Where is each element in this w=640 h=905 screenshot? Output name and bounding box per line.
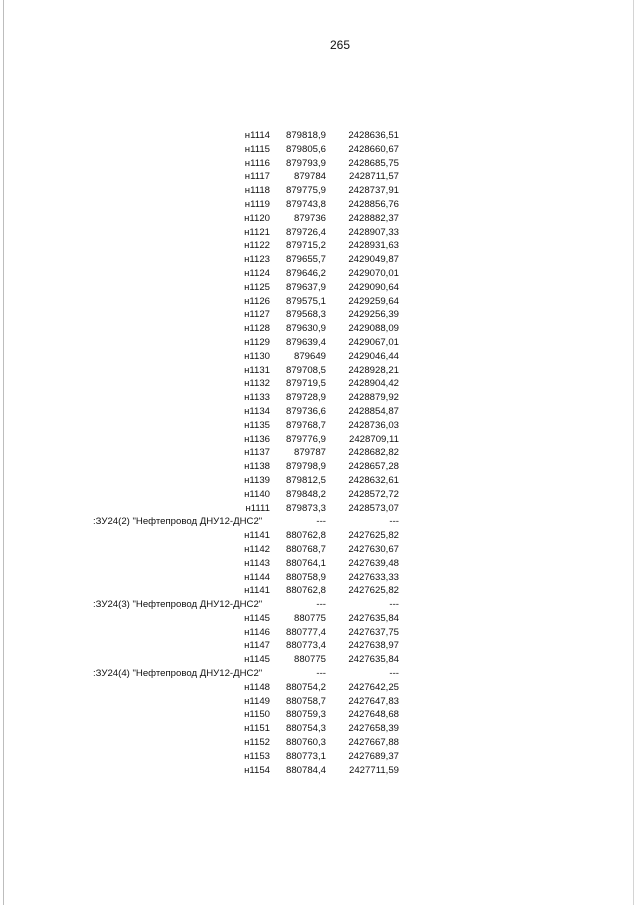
y-coordinate: 2428660,67 <box>348 143 399 155</box>
table-row <box>90 295 399 309</box>
table-row <box>90 543 399 557</box>
y-coordinate: 2427630,67 <box>348 543 399 555</box>
y-coordinate: 2428907,33 <box>348 226 399 238</box>
point-label: н1118 <box>244 185 270 197</box>
y-coordinate: 2428931,63 <box>348 240 399 252</box>
point-label: н1143 <box>244 557 270 569</box>
y-coordinate: 2428882,37 <box>348 212 399 224</box>
point-label: н1136 <box>244 433 270 445</box>
y-coordinate: 2428711,57 <box>349 171 399 183</box>
table-row <box>90 322 399 336</box>
y-coordinate: 2427658,39 <box>348 723 399 735</box>
table-row <box>90 612 399 626</box>
section-title: :ЗУ24(3) "Нефтепровод ДНУ12-ДНС2" <box>93 599 263 611</box>
y-coordinate: 2427648,68 <box>348 709 399 721</box>
point-label: н1153 <box>244 750 270 762</box>
point-label: н1147 <box>244 640 270 652</box>
point-label: н1129 <box>244 336 270 348</box>
y-coordinate: --- <box>389 516 399 528</box>
y-coordinate: 2429070,01 <box>348 267 399 279</box>
table-row <box>90 364 399 378</box>
x-coordinate: 880775 <box>293 654 326 666</box>
table-row <box>90 571 399 585</box>
table-row <box>90 377 399 391</box>
point-label: н1141 <box>244 585 270 597</box>
x-coordinate: --- <box>316 668 326 680</box>
point-label: н1149 <box>244 695 270 707</box>
point-label: н1123 <box>244 254 270 266</box>
x-coordinate: 879798,9 <box>285 461 326 473</box>
y-coordinate: 2429256,39 <box>348 309 399 321</box>
x-coordinate: 879715,2 <box>285 240 326 252</box>
table-row <box>90 722 399 736</box>
x-coordinate: 879568,3 <box>285 309 326 321</box>
x-coordinate: 879736 <box>293 212 326 224</box>
x-coordinate: 879818,9 <box>285 130 326 141</box>
point-label: н1114 <box>244 130 270 141</box>
x-coordinate: 880773,1 <box>285 750 326 762</box>
y-coordinate: 2427647,83 <box>348 695 399 707</box>
point-label: н1142 <box>244 543 270 555</box>
x-coordinate: 880784,4 <box>285 764 326 776</box>
x-coordinate: --- <box>316 599 326 611</box>
point-label: н1116 <box>244 157 270 169</box>
point-label: н1137 <box>244 447 270 459</box>
table-row <box>90 529 399 543</box>
y-coordinate: 2429088,09 <box>348 323 399 335</box>
x-coordinate: 879873,3 <box>285 502 326 514</box>
y-coordinate: 2428854,87 <box>348 405 399 417</box>
y-coordinate: 2427711,59 <box>349 764 399 776</box>
y-coordinate: 2427635,84 <box>348 612 399 624</box>
y-coordinate: --- <box>389 668 399 680</box>
point-label: н1124 <box>244 267 270 279</box>
point-label: н1127 <box>244 309 270 321</box>
x-coordinate: 879719,5 <box>285 378 326 390</box>
y-coordinate: 2428682,82 <box>348 447 399 459</box>
x-coordinate: 879812,5 <box>285 474 326 486</box>
table-row <box>90 750 399 764</box>
y-coordinate: 2428737,91 <box>348 185 399 197</box>
table-row <box>90 695 399 709</box>
point-label: н1125 <box>244 281 270 293</box>
point-label: н1119 <box>244 198 270 210</box>
x-coordinate: 879726,4 <box>285 226 326 238</box>
table-row <box>90 626 399 640</box>
table-row <box>90 488 399 502</box>
table-row <box>90 653 399 667</box>
scan-edge-left <box>3 0 4 905</box>
point-label: н1139 <box>244 474 270 486</box>
point-label: н1121 <box>244 226 270 238</box>
table-row <box>90 419 399 433</box>
table-row <box>90 184 399 198</box>
y-coordinate: 2428904,42 <box>348 378 399 390</box>
scan-edge-right <box>633 0 634 905</box>
point-label: н1128 <box>244 323 270 335</box>
x-coordinate: 879630,9 <box>285 323 326 335</box>
x-coordinate: 880762,8 <box>285 530 326 542</box>
x-coordinate: 880775 <box>293 612 326 624</box>
x-coordinate: 879776,9 <box>285 433 326 445</box>
table-row <box>90 267 399 281</box>
y-coordinate: 2428709,11 <box>349 433 399 445</box>
point-label: н1120 <box>244 212 270 224</box>
x-coordinate: 879793,9 <box>285 157 326 169</box>
x-coordinate: 879646,2 <box>285 267 326 279</box>
x-coordinate: 879848,2 <box>285 488 326 500</box>
x-coordinate: 880760,3 <box>285 737 326 749</box>
x-coordinate: 879775,9 <box>285 185 326 197</box>
y-coordinate: 2429046,44 <box>348 350 399 362</box>
y-coordinate: 2427637,75 <box>348 626 399 638</box>
x-coordinate: 880773,4 <box>285 640 326 652</box>
x-coordinate: 879743,8 <box>285 198 326 210</box>
table-row <box>90 336 399 350</box>
point-label: н1132 <box>244 378 270 390</box>
y-coordinate: 2427625,82 <box>348 585 399 597</box>
table-row <box>90 460 399 474</box>
x-coordinate: 879728,9 <box>285 392 326 404</box>
table-row <box>90 157 399 171</box>
y-coordinate: 2427639,48 <box>348 557 399 569</box>
point-label: н1141 <box>244 530 270 542</box>
section-header-row <box>90 515 399 529</box>
y-coordinate: 2427638,97 <box>348 640 399 652</box>
table-row <box>90 502 399 516</box>
y-coordinate: 2427642,25 <box>348 681 399 693</box>
point-label: н1134 <box>244 405 270 417</box>
y-coordinate: 2429259,64 <box>348 295 399 307</box>
table-row <box>90 557 399 571</box>
y-coordinate: --- <box>389 599 399 611</box>
point-label: н1130 <box>244 350 270 362</box>
y-coordinate: 2429090,64 <box>348 281 399 293</box>
y-coordinate: 2428632,61 <box>348 474 399 486</box>
x-coordinate: 880762,8 <box>285 585 326 597</box>
table-row <box>90 308 399 322</box>
y-coordinate: 2427667,88 <box>348 737 399 749</box>
y-coordinate: 2427633,33 <box>348 571 399 583</box>
point-label: н1140 <box>244 488 270 500</box>
table-row <box>90 170 399 184</box>
x-coordinate: 879768,7 <box>285 419 326 431</box>
point-label: н1150 <box>244 709 270 721</box>
y-coordinate: 2427689,37 <box>348 750 399 762</box>
point-label: н1117 <box>244 171 270 183</box>
coordinates-table <box>90 129 399 777</box>
section-title: :ЗУ24(2) "Нефтепровод ДНУ12-ДНС2" <box>93 516 263 528</box>
table-row <box>90 474 399 488</box>
x-coordinate: 879639,4 <box>285 336 326 348</box>
x-coordinate: 880758,7 <box>285 695 326 707</box>
page-number: 265 <box>329 38 351 52</box>
y-coordinate: 2428685,75 <box>348 157 399 169</box>
x-coordinate: 879637,9 <box>285 281 326 293</box>
x-coordinate: 879787 <box>293 447 326 459</box>
point-label: н1145 <box>244 654 270 666</box>
table-row <box>90 764 399 778</box>
table-row <box>90 129 399 143</box>
table-row <box>90 639 399 653</box>
table-row <box>90 391 399 405</box>
point-label: н1122 <box>244 240 270 252</box>
y-coordinate: 2428856,76 <box>348 198 399 210</box>
x-coordinate: 880768,7 <box>285 543 326 555</box>
table-row <box>90 708 399 722</box>
y-coordinate: 2429067,01 <box>348 336 399 348</box>
table-row <box>90 681 399 695</box>
table-row <box>90 239 399 253</box>
point-label: н1154 <box>244 764 270 776</box>
x-coordinate: 879784 <box>293 171 326 183</box>
point-label: н1133 <box>244 392 270 404</box>
x-coordinate: 880758,9 <box>285 571 326 583</box>
point-label: н1131 <box>244 364 270 376</box>
table-row <box>90 405 399 419</box>
point-label: н1111 <box>245 502 270 514</box>
x-coordinate: 879708,5 <box>285 364 326 376</box>
section-header-row <box>90 667 399 681</box>
point-label: н1151 <box>244 723 270 735</box>
table-row <box>90 446 399 460</box>
point-label: н1144 <box>244 571 270 583</box>
x-coordinate: 879649 <box>293 350 326 362</box>
table-row <box>90 212 399 226</box>
y-coordinate: 2429049,87 <box>348 254 399 266</box>
y-coordinate: 2427625,82 <box>348 530 399 542</box>
table-row <box>90 253 399 267</box>
table-row <box>90 736 399 750</box>
x-coordinate: 880777,4 <box>285 626 326 638</box>
x-coordinate: 879575,1 <box>285 295 326 307</box>
x-coordinate: 880754,3 <box>285 723 326 735</box>
point-label: н1126 <box>244 295 270 307</box>
x-coordinate: 880764,1 <box>285 557 326 569</box>
y-coordinate: 2428928,21 <box>348 364 399 376</box>
table-row <box>90 281 399 295</box>
point-label: н1135 <box>244 419 270 431</box>
point-label: н1146 <box>244 626 270 638</box>
x-coordinate: 880759,3 <box>285 709 326 721</box>
x-coordinate: 879805,6 <box>285 143 326 155</box>
y-coordinate: 2428636,51 <box>348 130 399 141</box>
x-coordinate: --- <box>316 516 326 528</box>
y-coordinate: 2428736,03 <box>348 419 399 431</box>
table-row <box>90 433 399 447</box>
x-coordinate: 879736,6 <box>285 405 326 417</box>
coordinates-table-body <box>90 129 399 777</box>
point-label: н1145 <box>244 612 270 624</box>
table-row <box>90 350 399 364</box>
y-coordinate: 2428879,92 <box>348 392 399 404</box>
x-coordinate: 879655,7 <box>285 254 326 266</box>
table-row <box>90 143 399 157</box>
y-coordinate: 2428657,28 <box>348 461 399 473</box>
point-label: н1138 <box>244 461 270 473</box>
x-coordinate: 880754,2 <box>285 681 326 693</box>
table-row <box>90 226 399 240</box>
y-coordinate: 2428573,07 <box>348 502 399 514</box>
point-label: н1115 <box>244 143 270 155</box>
table-row <box>90 584 399 598</box>
section-header-row <box>90 598 399 612</box>
point-label: н1152 <box>244 737 270 749</box>
table-row <box>90 198 399 212</box>
point-label: н1148 <box>244 681 270 693</box>
y-coordinate: 2428572,72 <box>348 488 399 500</box>
section-title: :ЗУ24(4) "Нефтепровод ДНУ12-ДНС2" <box>93 668 263 680</box>
y-coordinate: 2427635,84 <box>348 654 399 666</box>
